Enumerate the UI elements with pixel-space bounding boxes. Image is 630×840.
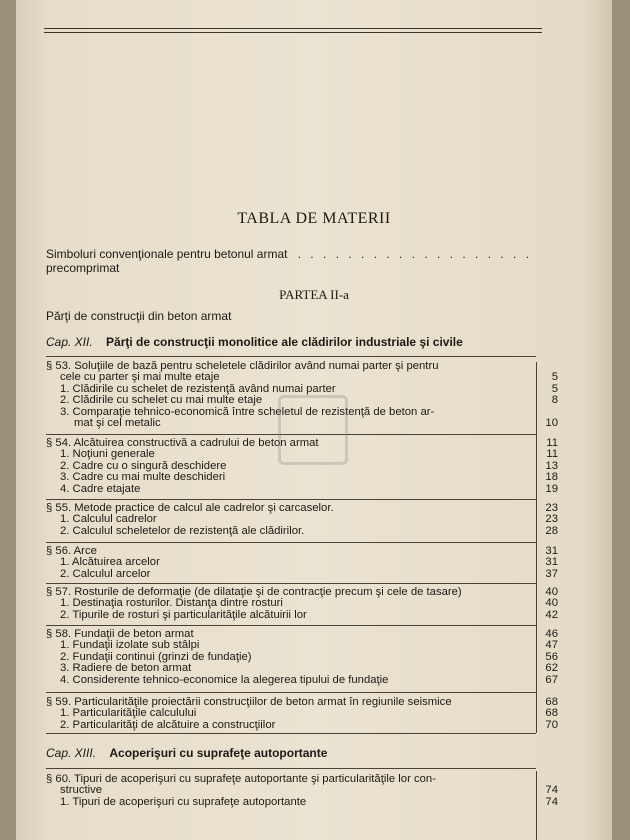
- separator: [46, 583, 536, 584]
- toc-entry-text: 2. Tipurile de rosturi şi particularităţile alcătuirii lor: [60, 608, 307, 621]
- separator: [46, 768, 536, 769]
- toc-entry-text: 2. Cadre cu o singură deschidere: [60, 459, 227, 472]
- toc-page-number: 42: [545, 608, 558, 621]
- toc-row: [46, 472, 558, 483]
- toc-entry-text: 2. Calculul arcelor: [60, 567, 151, 580]
- toc-entry-text: cele cu parter şi mai multe etaje: [60, 371, 220, 384]
- toc-page-number: 23: [545, 502, 558, 514]
- toc-entry-text: mat şi cel metalic: [74, 416, 161, 429]
- toc-entry-text: 2. Fundaţii continui (grinzi de fundaţie): [60, 650, 252, 663]
- toc-entry-text: § 53. Soluţiile de bază pentru scheletele clădirilor având numai parter şi pentru: [46, 360, 439, 372]
- chapter-13-heading: [46, 746, 327, 760]
- page-title: TABLA DE MATERII: [237, 210, 391, 227]
- toc-page-number: 70: [545, 718, 558, 731]
- toc-entry-text: 2. Particularităţi de alcătuire a construcţiilor: [60, 718, 276, 731]
- toc-entry-text: structive: [60, 784, 103, 797]
- toc-row: [46, 484, 558, 495]
- toc-page-number: 28: [545, 524, 558, 537]
- toc-entry-text: § 55. Metode practice de calcul ale cadrelor şi carcaselor.: [46, 502, 334, 514]
- chapter-title: Părţi de construcţii monolitice ale clădirilor industriale şi civile: [106, 335, 463, 349]
- toc-page-number: 67: [545, 673, 558, 686]
- separator: [46, 625, 536, 626]
- section-60: [46, 774, 558, 808]
- toc-entry-text: 1. Destinaţia rosturilor. Distanţa dintre rosturi: [60, 597, 283, 610]
- toc-row: [46, 720, 558, 731]
- toc-page-number: 74: [545, 784, 558, 797]
- toc-page-number: 62: [545, 662, 558, 675]
- toc-page-number: 5: [551, 371, 558, 384]
- separator: [46, 542, 536, 543]
- toc-row: [46, 610, 558, 621]
- toc-page-number: 40: [545, 586, 558, 598]
- toc-page-number: 5: [551, 382, 558, 395]
- toc-entry-text: 2. Clădirile cu schelet cu mai multe etaje: [60, 394, 263, 407]
- toc-entry-text: § 58. Fundaţii de beton armat: [46, 628, 194, 640]
- toc-page-number: 23: [545, 513, 558, 526]
- toc-entry-text: 3. Comparaţie tehnico-economică între scheletul de rezistenţă de beton ar-: [60, 405, 435, 418]
- section-59: [46, 697, 558, 731]
- separator: [46, 692, 536, 693]
- toc-page-number: 19: [545, 482, 558, 495]
- toc-page-number: 31: [545, 556, 558, 569]
- toc-page-number: 11: [546, 437, 558, 449]
- toc-page-number: 56: [545, 650, 558, 663]
- toc-page-number: 74: [545, 795, 558, 808]
- toc-page-number: 68: [545, 696, 558, 708]
- toc-entry-text: § 59. Particularităţile proiectării construcţiilor de beton armat în regiunile seismice: [46, 696, 452, 708]
- section-55: [46, 503, 558, 537]
- toc-intro-row: [46, 247, 536, 275]
- section-56: [46, 546, 558, 580]
- section-57: [46, 587, 558, 621]
- toc-row: [46, 675, 558, 686]
- top-rule-thin: [44, 32, 542, 33]
- toc-row: [46, 663, 558, 674]
- toc-entry-text: 4. Cadre etajate: [60, 482, 141, 495]
- leader-dots: . . . . . . . . . . . . . . . . . . .: [297, 247, 532, 261]
- toc-entry-text: 2. Calculul scheletelor de rezistenţă ale clădirilor.: [60, 524, 305, 537]
- toc-page-number: 8: [551, 394, 558, 407]
- toc-entry-text: § 57. Rosturile de deformaţie (de dilataţie şi de contracţie precum şi cele de tasare): [46, 586, 462, 598]
- toc-entry-text: § 56. Arce: [46, 545, 97, 557]
- toc-page-number: 40: [545, 597, 558, 610]
- toc-entry-text: 1. Tipuri de acoperişuri cu suprafeţe autoportante: [60, 795, 307, 808]
- toc-page-number: 31: [545, 545, 558, 557]
- toc-row: [46, 774, 558, 785]
- toc-page-number: 18: [545, 471, 558, 484]
- section-58: [46, 629, 558, 686]
- part-subtitle: Părţi de construcţii din beton armat: [46, 309, 232, 323]
- part-heading: PARTEA II-a: [279, 287, 349, 302]
- chapter-title: Acoperişuri cu suprafeţe autoportante: [109, 746, 328, 760]
- toc-entry-text: 1. Alcătuirea arcelor: [60, 556, 160, 569]
- toc-entry-text: § 60. Tipuri de acoperişuri cu suprafeţe autoportante şi particularităţile lor con-: [46, 773, 436, 785]
- watermark-stamp-icon: [278, 395, 348, 465]
- toc-entry-text: 3. Radiere de beton armat: [60, 662, 192, 675]
- toc-row: [46, 797, 558, 808]
- toc-page-number: 10: [545, 416, 558, 429]
- toc-entry-text: 4. Considerente tehnico-economice la alegerea tipului de fundaţie: [60, 673, 389, 686]
- toc-row: [46, 569, 558, 580]
- toc-page-number: 47: [545, 639, 558, 652]
- toc-page-number: 11: [546, 448, 558, 461]
- toc-page-number: 68: [545, 707, 558, 720]
- chapter-12-heading: [46, 335, 463, 349]
- chapter-number: Cap. XII.: [46, 335, 93, 349]
- toc-entry-text: 1. Fundaţii izolate sub stâlpi: [60, 639, 200, 652]
- toc-entry-text: 3. Cadre cu mai multe deschideri: [60, 471, 226, 484]
- toc-page-number: 13: [545, 459, 558, 472]
- toc-row: [46, 526, 558, 537]
- toc-page-number: 46: [545, 628, 558, 640]
- toc-entry-text: 1. Noţiuni generale: [60, 448, 155, 461]
- separator: [46, 733, 536, 734]
- separator: [46, 356, 536, 357]
- toc-entry-text: 1. Clădirile cu schelet de rezistenţă având numai parter: [60, 382, 336, 395]
- separator: [46, 499, 536, 500]
- top-rule: [44, 28, 542, 29]
- toc-entry-text: § 54. Alcătuirea constructivă a cadrului de beton armat: [46, 437, 319, 449]
- toc-entry-text: 1. Calculul cadrelor: [60, 513, 157, 526]
- toc-intro-text: Simboluri convenţionale pentru betonul armat precomprimat: [46, 247, 288, 275]
- toc-page-number: 37: [545, 567, 558, 580]
- toc-entry-text: 1. Particularităţile calculului: [60, 707, 197, 720]
- chapter-number: Cap. XIII.: [46, 746, 97, 760]
- book-page: [16, 0, 612, 840]
